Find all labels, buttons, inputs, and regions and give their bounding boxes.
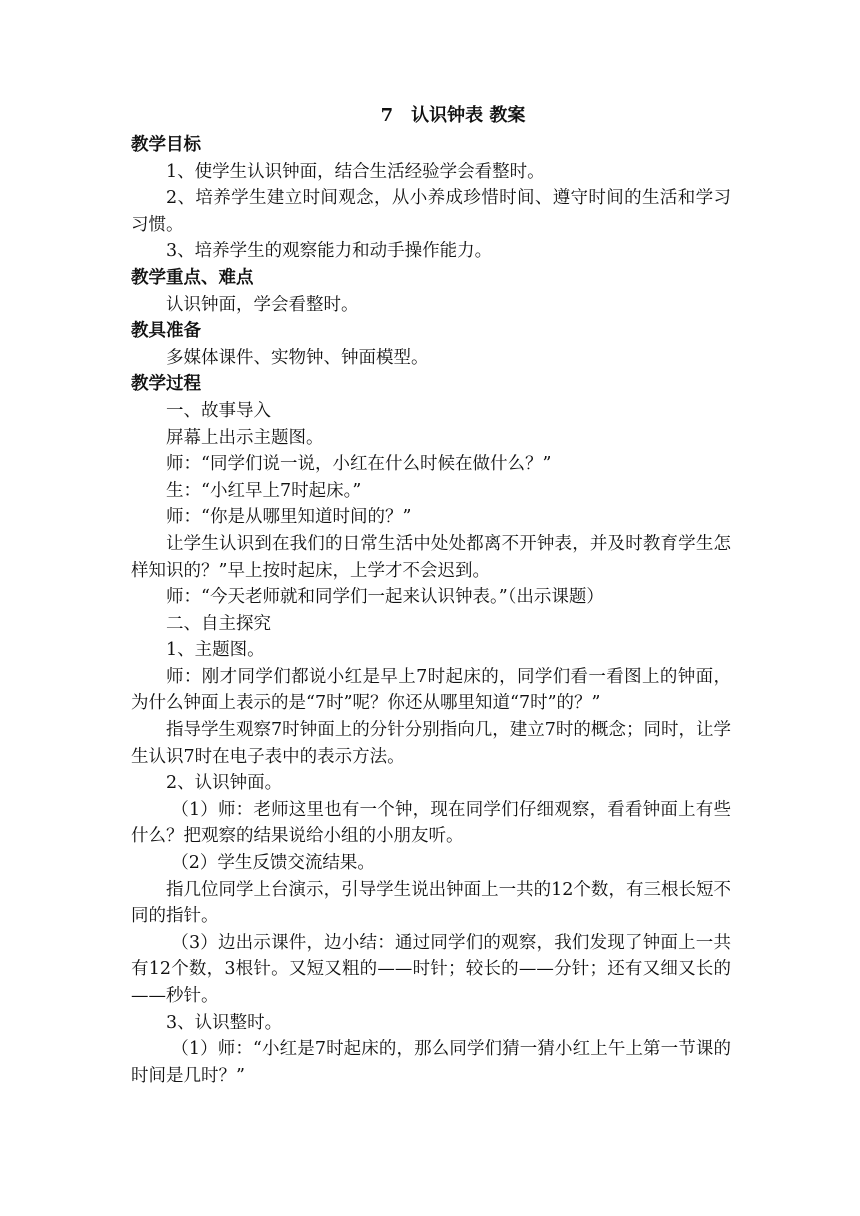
paragraph: 3、培养学生的观察能力和动手操作能力。	[166, 241, 493, 262]
document-title: 7 认识钟表 教案	[380, 105, 526, 126]
paragraph: 1、使学生认识钟面，结合生活经验学会看整时。	[166, 161, 545, 182]
paragraph: 二、自主探究	[166, 613, 271, 634]
paragraph: 师：“你是从哪里知道时间的？”	[166, 507, 412, 528]
section-heading-goals: 教学目标	[131, 135, 201, 155]
paragraph: 2、培养学生建立时间观念，从小养成珍惜时间、遵守时间的生活和学习习惯。	[131, 188, 731, 235]
paragraph: 3、认识整时。	[166, 1012, 283, 1033]
paragraph: 师：“今天老师就和同学们一起来认识钟表。”（出示课题）	[166, 587, 604, 608]
paragraph: （1）师：“小红是7时起床的，那么同学们猜一猜小红上午上第一节课的时间是几时？”	[131, 1039, 731, 1086]
paragraph: 指导学生观察7时钟面上的分针分别指向几，建立7时的概念；同时，让学生认识7时在电子表中的表示方法。	[131, 720, 731, 767]
paragraph: 屏幕上出示主题图。	[166, 427, 324, 448]
section-heading-key-points: 教学重点、难点	[131, 267, 254, 288]
section-heading-process: 教学过程	[131, 374, 201, 395]
paragraph: 师：刚才同学们都说小红是早上7时起床的，同学们看一看图上的钟面，为什么钟面上表示的是“7时”呢？你还从哪里知道“7时”的？”	[131, 666, 731, 714]
paragraph: （3）边出示课件，边小结：通过同学们的观察，我们发现了钟面上一共有12个数，3根针。又短又粗的——时针；较长的——分针；还有又细又长的——秒针。	[131, 932, 731, 1006]
paragraph: 指几位同学上台演示，引导学生说出钟面上一共的12个数，有三根长短不同的指针。	[131, 879, 731, 927]
paragraph: 认识钟面，学会看整时。	[166, 294, 359, 315]
paragraph: （2）学生反馈交流结果。	[171, 853, 375, 874]
document-page	[131, 100, 731, 1089]
paragraph: 多媒体课件、实物钟、钟面模型。	[166, 347, 429, 368]
paragraph: 一、故事导入	[166, 400, 271, 421]
paragraph: 生：“小红早上7时起床。”	[166, 480, 362, 501]
paragraph: 师：“同学们说一说，小红在什么时候在做什么？”	[166, 454, 552, 475]
section-heading-materials: 教具准备	[131, 321, 201, 342]
paragraph: 1、主题图。	[166, 640, 265, 661]
paragraph: 2、认识钟面。	[166, 773, 283, 794]
paragraph: （1）师：老师这里也有一个钟，现在同学们仔细观察，看看钟面上有些什么？把观察的结果说给小组的小朋友听。	[131, 799, 731, 847]
paragraph: 让学生认识到在我们的日常生活中处处都离不开钟表，并及时教育学生怎样知识的？”早上按时起床，上学才不会迟到。	[131, 533, 731, 581]
